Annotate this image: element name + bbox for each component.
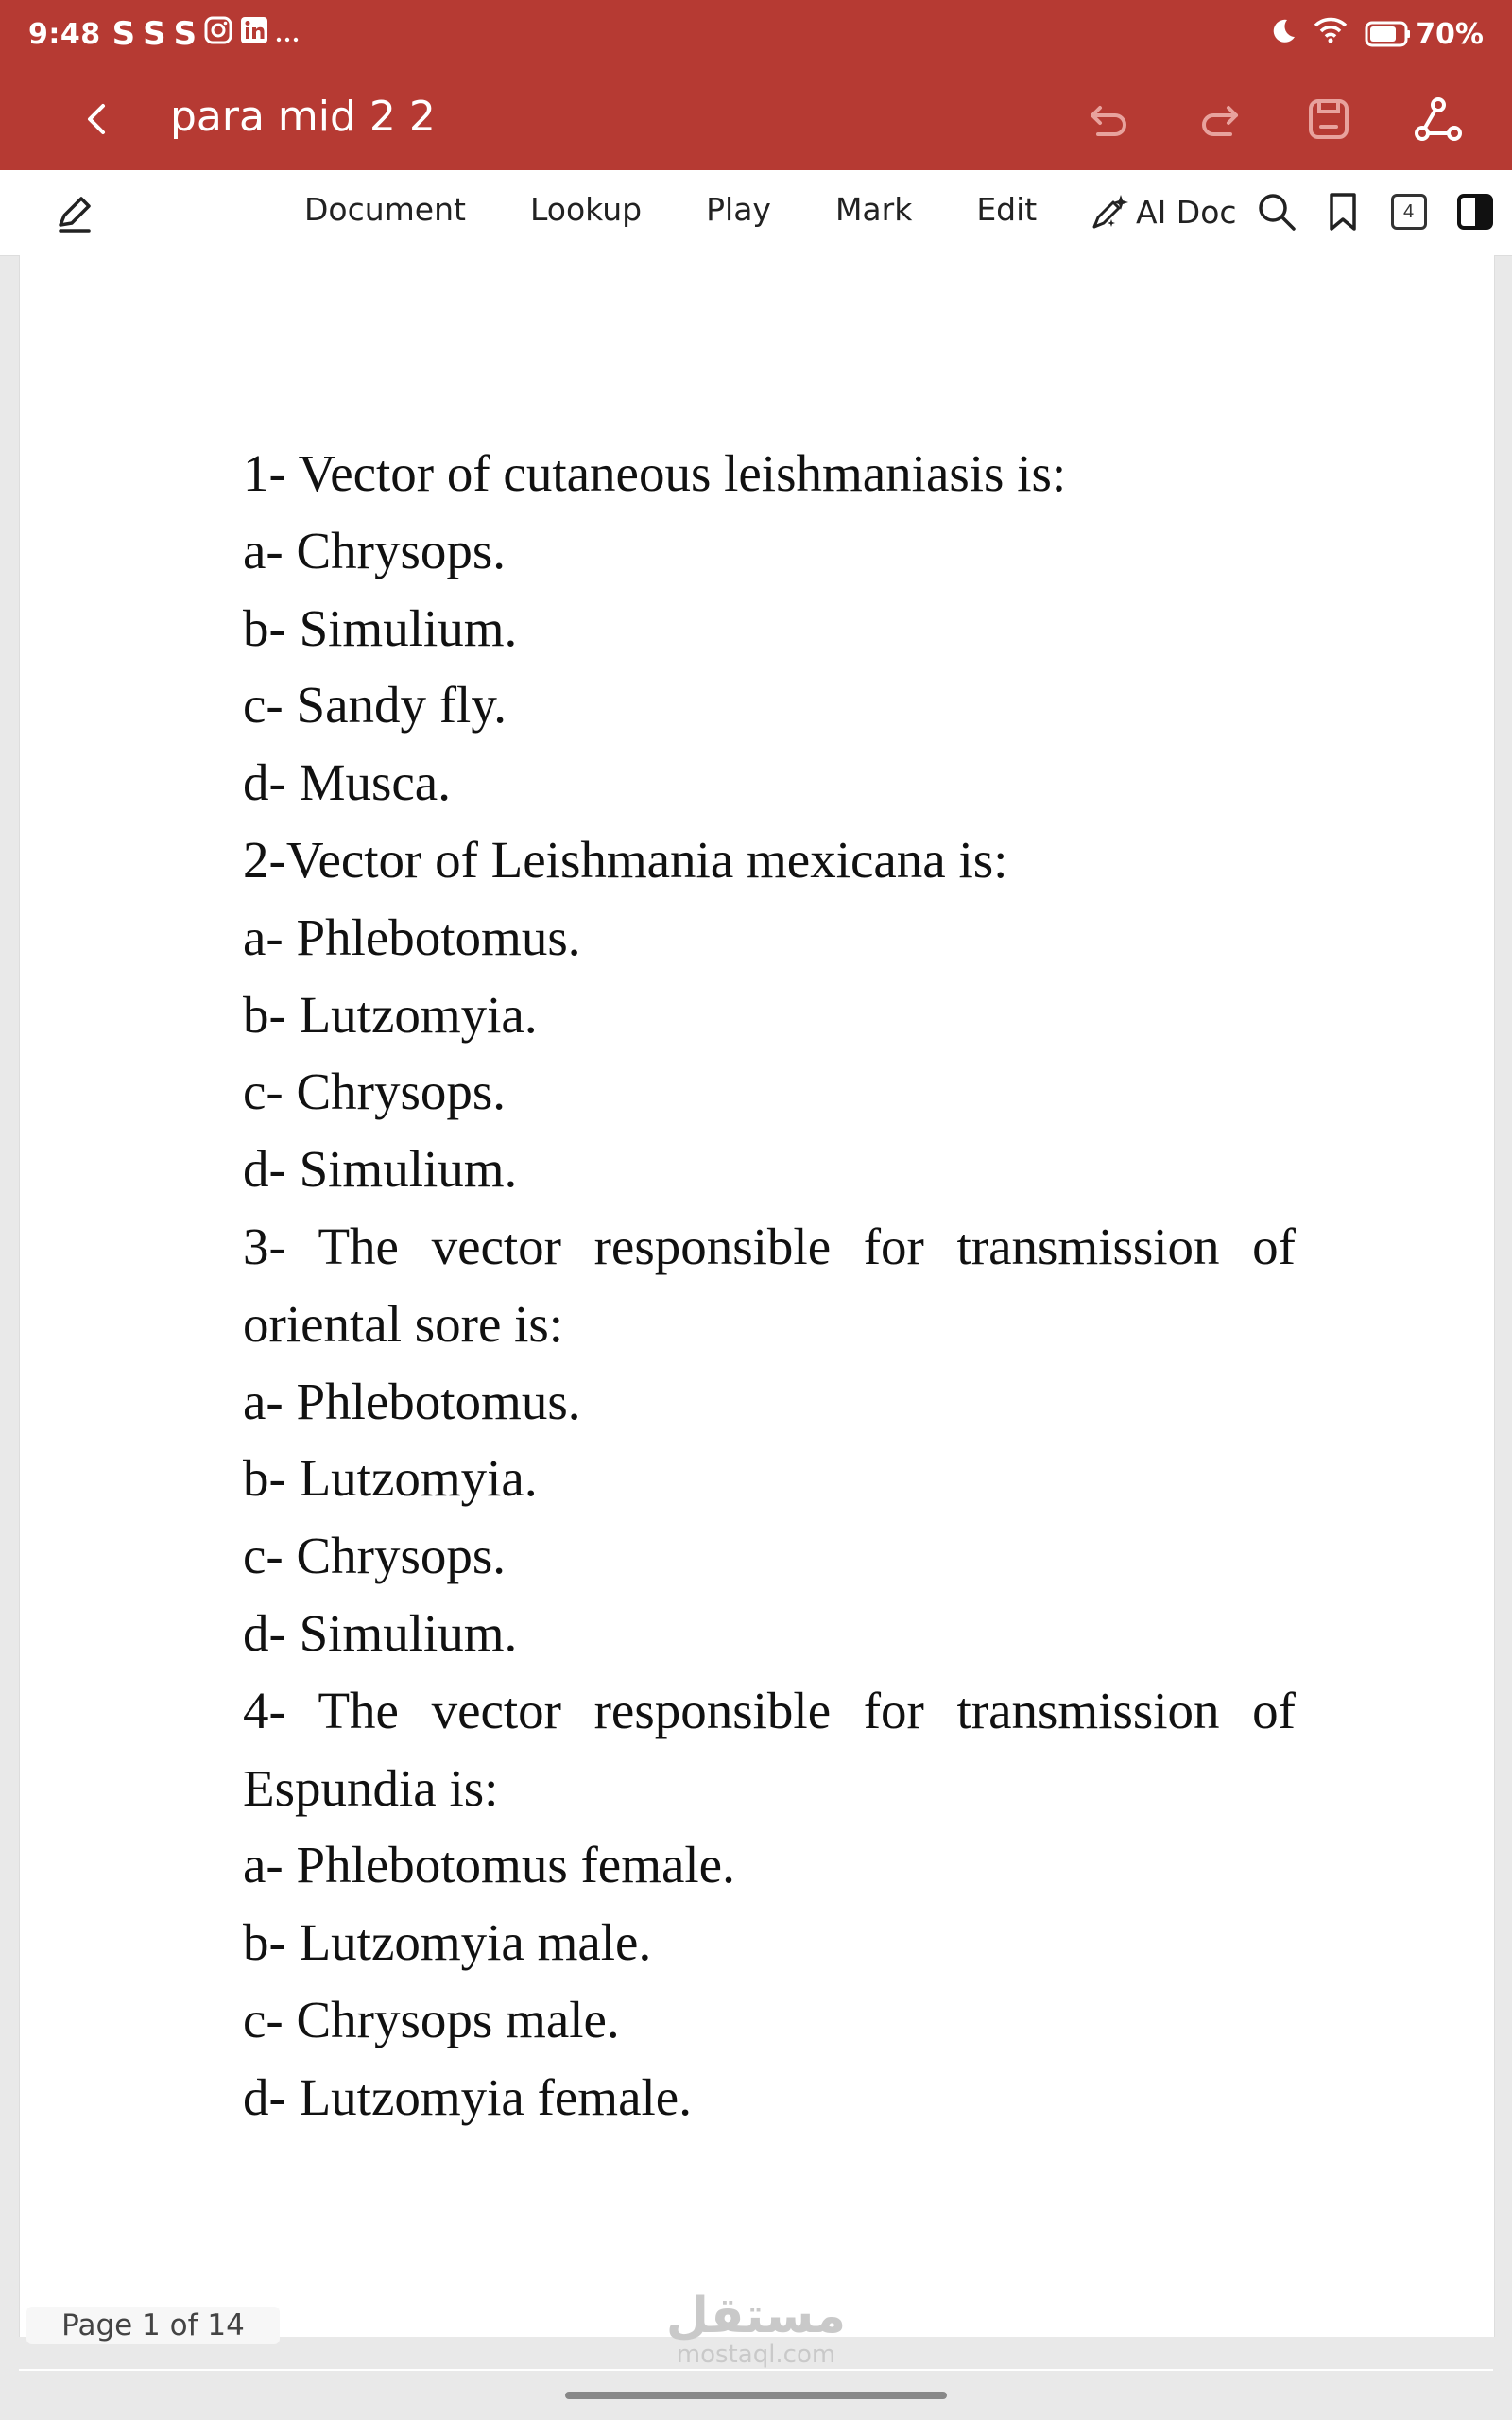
view-mode-button[interactable] [1449, 183, 1502, 240]
instagram-icon [204, 15, 232, 53]
answer-line: d- Musca. [243, 753, 451, 812]
moon-icon [1268, 16, 1297, 52]
battery-percent: 70% [1416, 17, 1484, 51]
watermark-logo-text: مستقل [665, 2288, 847, 2344]
answer-line: b- Simulium. [243, 598, 518, 657]
title-actions [1074, 87, 1474, 151]
redo-icon [1196, 98, 1242, 140]
answer-line: a- Chrysops. [243, 521, 507, 579]
answer-line: b- Lutzomyia. [243, 985, 538, 1044]
answer-line: b- Lutzomyia male. [243, 1913, 652, 1972]
question-line: 1- Vector of cutaneous leishmaniasis is: [243, 444, 1067, 502]
answer-line: d- Simulium. [243, 1140, 518, 1199]
question-line-continued: oriental sore is: [243, 1294, 564, 1353]
save-button[interactable] [1293, 87, 1365, 151]
redo-button[interactable] [1183, 87, 1255, 151]
toolbar [0, 170, 1512, 256]
tab-play[interactable]: Play [706, 191, 771, 228]
answer-line: c- Chrysops male. [243, 1990, 620, 2048]
question-line: 2-Vector of Leishmania mexicana is: [243, 830, 1008, 889]
watermark [652, 2290, 860, 2367]
question-line-continued: Espundia is: [243, 1758, 499, 1817]
title-bar [0, 68, 1512, 170]
answer-line: c- Sandy fly. [243, 676, 507, 735]
notification-icons [112, 15, 300, 53]
document-title: para mid 2 2 [170, 93, 436, 141]
toolbar-tabs [304, 191, 1037, 228]
home-indicator[interactable] [565, 2392, 947, 2399]
status-time: 9:48 [28, 17, 101, 51]
pages-button[interactable] [1383, 183, 1435, 240]
page-separator [19, 2369, 1493, 2371]
search-icon [1256, 191, 1297, 233]
tab-mark[interactable]: Mark [834, 191, 913, 228]
search-button[interactable] [1250, 183, 1303, 240]
page-indicator: Page 1 of 14 [26, 2307, 280, 2344]
page-count: 4 [1391, 194, 1427, 230]
undo-icon [1087, 98, 1132, 140]
linkedin-icon [240, 15, 268, 53]
more-notifications-icon [276, 15, 299, 53]
split-view-icon [1456, 193, 1494, 231]
bookmark-button[interactable] [1316, 183, 1369, 240]
document-page[interactable] [19, 255, 1495, 2337]
notification-s-icon: S [143, 15, 166, 53]
bookmark-icon [1326, 191, 1360, 233]
save-icon [1306, 96, 1351, 142]
answer-line: c- Chrysops. [243, 1527, 507, 1585]
answer-line: a- Phlebotomus female. [243, 1836, 735, 1894]
annotate-button[interactable] [47, 187, 100, 240]
notification-s-icon: S [173, 15, 198, 53]
document-text [243, 435, 1296, 2136]
undo-button[interactable] [1074, 87, 1145, 151]
tab-lookup[interactable]: Lookup [529, 191, 643, 228]
answer-line: b- Lutzomyia. [243, 1449, 538, 1508]
battery-indicator [1365, 18, 1484, 51]
ai-doc-button[interactable] [1089, 191, 1237, 233]
question-line: 4- The vector responsible for transmission of [243, 1681, 1296, 1739]
question-line: 3- The vector responsible for transmission of [243, 1217, 1296, 1275]
system-status [1268, 16, 1484, 52]
tab-edit[interactable]: Edit [976, 191, 1038, 228]
answer-line: d- Lutzomyia female. [243, 2067, 692, 2126]
pen-icon [53, 193, 94, 234]
back-button[interactable] [66, 89, 127, 149]
ai-pen-icon [1089, 191, 1130, 233]
answer-line: d- Simulium. [243, 1603, 518, 1662]
share-button[interactable] [1402, 87, 1474, 151]
share-icon [1414, 96, 1463, 142]
watermark-url: mostaql.com [676, 2341, 836, 2369]
notification-s-icon: S [112, 15, 136, 53]
answer-line: a- Phlebotomus. [243, 1372, 581, 1430]
wifi-icon [1312, 16, 1349, 52]
answer-line: c- Chrysops. [243, 1063, 507, 1121]
battery-icon [1365, 21, 1412, 47]
chevron-left-icon [82, 100, 111, 138]
ai-doc-label: AI Doc [1136, 193, 1237, 231]
answer-line: a- Phlebotomus. [243, 908, 581, 966]
toolbar-right [1089, 183, 1502, 240]
tab-document[interactable]: Document [304, 191, 466, 228]
status-bar [0, 0, 1512, 68]
